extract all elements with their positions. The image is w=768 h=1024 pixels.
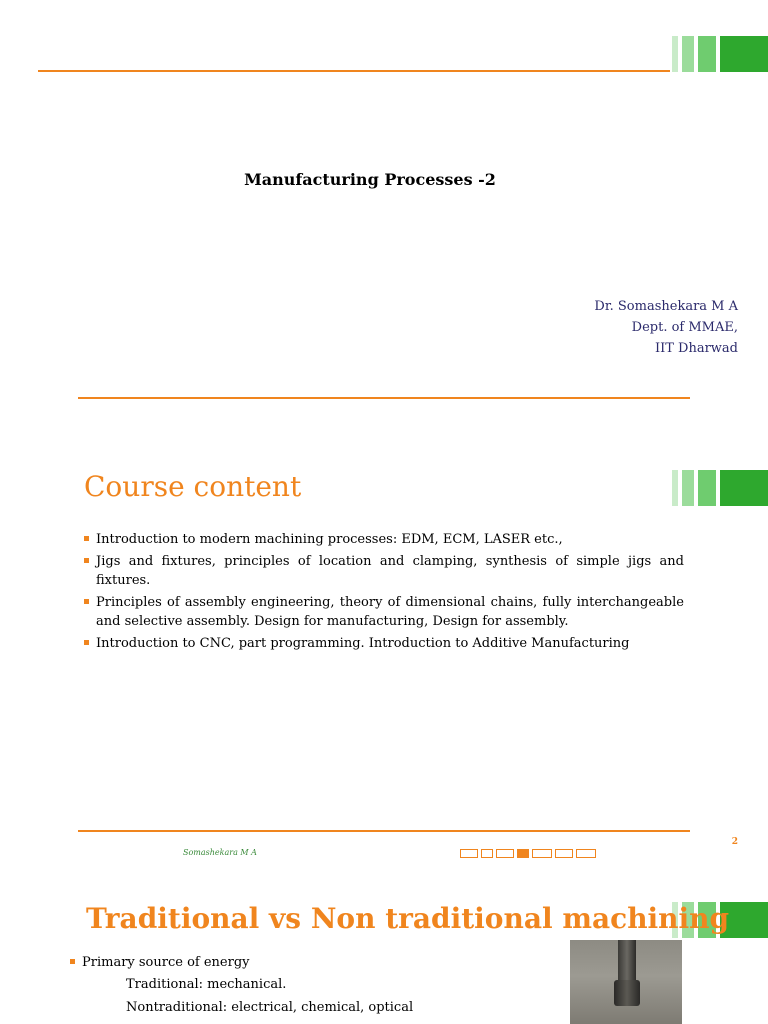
nav-back-icon[interactable] xyxy=(532,849,552,858)
nav-first-icon[interactable] xyxy=(460,849,478,858)
slide-heading: Course content xyxy=(84,470,302,503)
list-item: Introduction to CNC, part programming. Introduction to Additive Manufacturing xyxy=(86,634,684,653)
green-bars-decoration xyxy=(672,36,768,72)
slide-heading: Traditional vs Non traditional machining xyxy=(86,902,730,935)
sub-item: Nontraditional: electrical, chemical, optical xyxy=(126,1000,414,1015)
footer-divider xyxy=(78,830,690,832)
author-institute: IIT Dharwad xyxy=(654,341,738,356)
list-item: Introduction to modern machining processes: EDM, ECM, LASER etc., xyxy=(86,530,684,549)
nav-last-icon[interactable] xyxy=(517,849,529,858)
slide-traditional-vs-nontraditional xyxy=(0,880,768,1024)
list-item: Principles of assembly engineering, theory of dimensional chains, fully interchangeable and selective assembly. Design for manufacturing, Design for assembly. xyxy=(86,593,684,631)
author-block xyxy=(594,296,738,359)
presentation-title: Manufacturing Processes -2 xyxy=(244,170,496,189)
nav-search-icon[interactable] xyxy=(576,849,596,858)
footer-author: Somashekara M A xyxy=(183,848,257,857)
green-bars-decoration xyxy=(672,470,768,506)
author-name: Dr. Somashekara M A xyxy=(594,299,738,314)
bullet-list xyxy=(86,530,684,656)
tool-tip xyxy=(614,980,640,1006)
bottom-divider xyxy=(78,397,690,399)
nav-home-icon[interactable] xyxy=(555,849,573,858)
list-item: Jigs and fixtures, principles of location and clamping, synthesis of simple jigs and fixtures. xyxy=(86,552,684,590)
page-number: 2 xyxy=(731,837,738,847)
slide-course-content xyxy=(0,440,768,870)
list-item: Primary source of energy xyxy=(72,953,532,972)
nav-next-icon[interactable] xyxy=(496,849,514,858)
author-dept: Dept. of MMAE, xyxy=(631,320,738,335)
bullet-list xyxy=(72,953,532,976)
sub-item: Traditional: mechanical. xyxy=(126,977,287,992)
slide-title xyxy=(0,0,768,420)
drill-tool-photo xyxy=(570,940,682,1024)
nav-prev-icon[interactable] xyxy=(481,849,493,858)
top-divider xyxy=(38,70,670,72)
slide-navigation xyxy=(460,849,596,858)
